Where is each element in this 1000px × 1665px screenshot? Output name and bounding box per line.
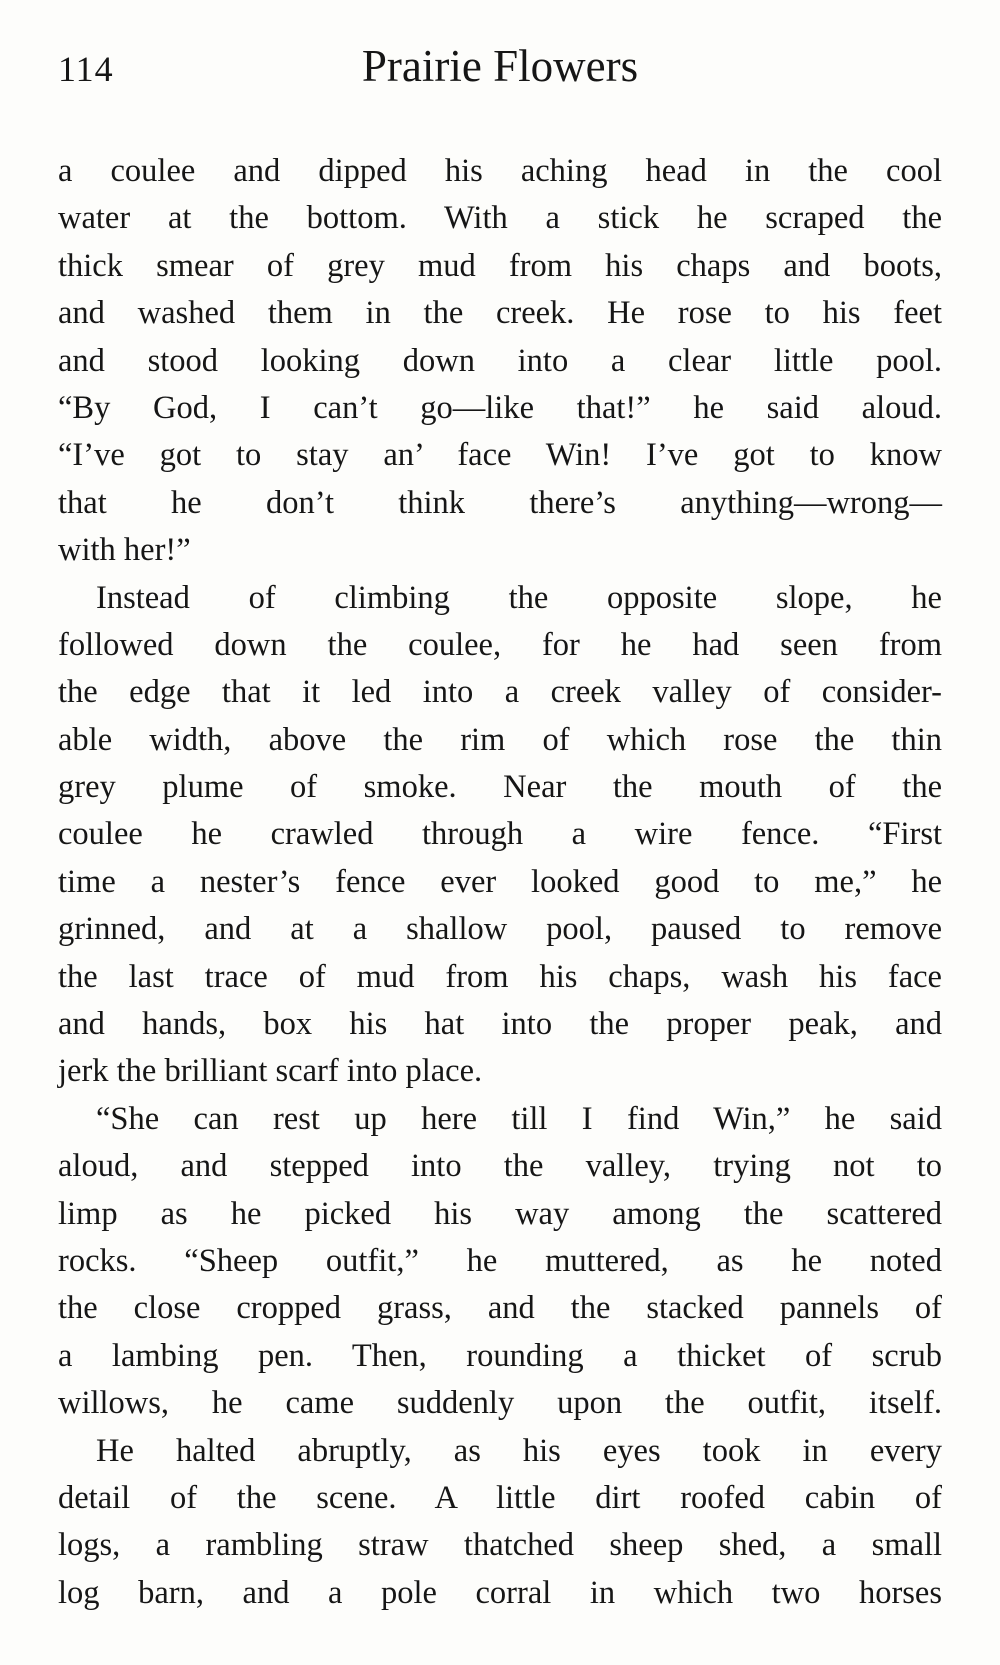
text-line: grey plume of smoke. Near the mouth of the	[58, 769, 942, 806]
text-line: that he don’t think there’s anything—wrong—	[58, 484, 942, 521]
body-text	[58, 148, 942, 1617]
text-line: thick smear of grey mud from his chaps and boots,	[58, 247, 942, 284]
text-line: willows, he came suddenly upon the outfit, itself.	[58, 1385, 942, 1422]
text-line: water at the bottom. With a stick he scraped the	[58, 200, 942, 237]
text-line: time a nester’s fence ever looked good to me,” he	[58, 863, 942, 900]
text-line: “I’ve got to stay an’ face Win! I’ve got to know	[58, 437, 942, 474]
running-title: Prairie Flowers	[361, 41, 639, 91]
text-line: able width, above the rim of which rose the thin	[58, 721, 942, 758]
text-line: detail of the scene. A little dirt roofed cabin of	[58, 1479, 942, 1516]
text-line: grinned, and at a shallow pool, paused to remove	[58, 911, 942, 948]
text-line: limp as he picked his way among the scattered	[58, 1195, 942, 1232]
text-line: with her!”	[58, 532, 191, 569]
text-line: jerk the brilliant scarf into place.	[58, 1053, 483, 1090]
text-line: “She can rest up here till I find Win,” he said	[96, 1100, 942, 1137]
text-line: the close cropped grass, and the stacked pannels of	[58, 1290, 942, 1327]
text-line: log barn, and a pole corral in which two horses	[58, 1574, 942, 1611]
text-line: Instead of climbing the opposite slope, he	[96, 579, 942, 616]
text-line: the last trace of mud from his chaps, wash his face	[58, 958, 942, 995]
text-line: a lambing pen. Then, rounding a thicket of scrub	[58, 1337, 942, 1374]
text-line: He halted abruptly, as his eyes took in every	[96, 1432, 942, 1469]
text-line: and hands, box his hat into the proper peak, and	[58, 1006, 942, 1043]
text-line: and washed them in the creek. He rose to his feet	[58, 295, 942, 332]
text-line: aloud, and stepped into the valley, trying not to	[58, 1148, 942, 1185]
text-line: a coulee and dipped his aching head in the cool	[58, 153, 942, 189]
text-line: rocks. “Sheep outfit,” he muttered, as he noted	[58, 1242, 942, 1279]
page-number: 114	[58, 49, 114, 89]
text-line: “By God, I can’t go—like that!” he said aloud.	[58, 389, 942, 426]
running-head	[58, 40, 942, 102]
text-line: the edge that it led into a creek valley of consider-	[58, 674, 942, 711]
text-line: followed down the coulee, for he had seen from	[58, 626, 942, 663]
text-line: coulee he crawled through a wire fence. “First	[58, 816, 942, 853]
text-line: and stood looking down into a clear little pool.	[58, 342, 942, 379]
text-line: logs, a rambling straw thatched sheep shed, a small	[58, 1527, 942, 1564]
